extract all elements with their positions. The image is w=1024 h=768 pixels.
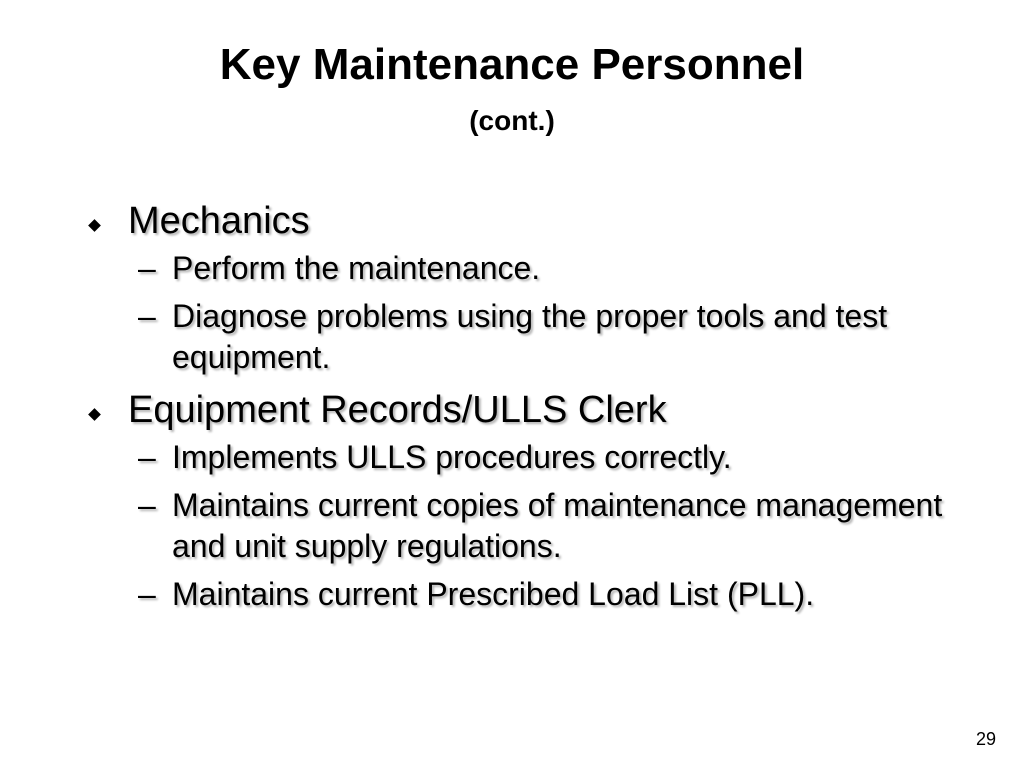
bullet-text: Mechanics — [128, 200, 310, 242]
bullet-list — [88, 196, 968, 615]
dash-bullet-icon: – — [138, 486, 156, 523]
page-number: 29 — [975, 729, 996, 749]
sub-bullet-text: Perform the maintenance. — [172, 250, 541, 287]
slide-subtitle: (cont.) — [469, 105, 555, 136]
sub-bullet-item — [88, 437, 968, 479]
dash-bullet-icon: – — [138, 439, 156, 476]
dash-bullet-icon: – — [138, 250, 156, 287]
sub-bullet-item — [88, 574, 968, 616]
dash-bullet-icon: – — [138, 575, 156, 612]
bullet-text: Equipment Records/ULLS Clerk — [128, 388, 667, 431]
sub-bullet-item — [88, 296, 968, 379]
sub-bullet-text: Implements ULLS procedures correctly. — [172, 439, 732, 476]
diamond-bullet-icon — [88, 219, 101, 232]
sub-bullet-item — [88, 248, 968, 290]
bullet-item-mechanics — [88, 196, 968, 246]
dash-bullet-icon: – — [138, 297, 156, 334]
slide-title: Key Maintenance Personnel — [219, 40, 805, 89]
bullet-item-equipment-records-clerk — [88, 385, 968, 435]
sub-bullet-text: Maintains current copies of maintenance management and unit supply regulations. — [172, 486, 943, 565]
sub-bullet-text: Diagnose problems using the proper tools and test equipment. — [172, 297, 888, 376]
diamond-bullet-icon — [88, 408, 101, 421]
sub-bullet-text: Maintains current Prescribed Load List (PLL). — [172, 575, 815, 612]
sub-bullet-item — [88, 485, 968, 568]
